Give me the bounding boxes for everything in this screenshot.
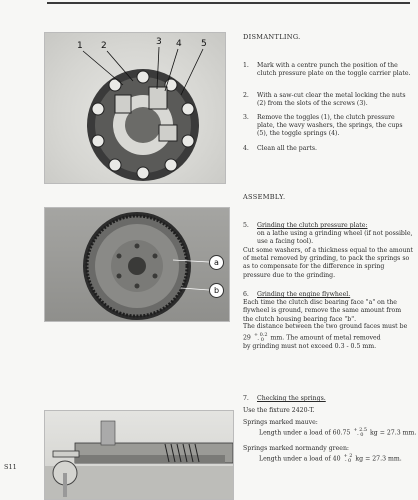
green-springs-spec: Length under a load of 40 + 2 - 0 kg = 27.3 mm. — [259, 453, 402, 464]
fixture-note: Use the fixture 2420-T. — [243, 407, 315, 414]
page-number: S11 — [4, 463, 17, 471]
assembly-item-5: 5. Grinding the clutch pressure plate: on a lathe using a grinding wheel (if not possible, use a facing tool). — [243, 222, 413, 246]
callout-4: 4 — [176, 39, 182, 49]
flywheel-drawing — [45, 208, 229, 321]
callout-1: 1 — [77, 41, 83, 51]
clutch-plate-drawing — [45, 33, 225, 183]
dismantling-item-3: 3. Remove the toggles (1), the clutch pressure plate, the wavy washers, the springs, the cups (5), the toggle springs (4). — [243, 114, 403, 138]
green-springs-label: Springs marked normandy green: — [243, 445, 350, 452]
flywheel-distance-spec: The distance between the two ground faces must be 29 + 0.2 - 0 mm. The amount of metal removed by grinding must not exceed 0.3 - 0.5 mm. — [243, 323, 408, 351]
clutch-pressure-plate-photo — [44, 32, 226, 184]
assembly-item-7: 7. Checking the springs. — [243, 395, 326, 402]
mauve-springs-label: Springs marked mauve: — [243, 419, 318, 426]
spring-fixture-photo — [44, 410, 234, 500]
assembly-item-5-paragraph: Cut some washers, of a thickness equal to the amount of metal removed by grinding, to pack the springs so as to compensate for the difference in spring pressure due to the grinding. — [243, 247, 413, 279]
dismantling-item-4: 4. Clean all the parts. — [243, 145, 317, 152]
dismantling-heading: DISMANTLING. — [243, 33, 301, 41]
callout-3: 3 — [156, 37, 162, 47]
assembly-heading: ASSEMBLY. — [243, 193, 286, 201]
flywheel-label-b: b — [209, 283, 224, 298]
flywheel-photo — [44, 207, 230, 322]
dismantling-item-1: 1. Mark with a centre punch the position of the clutch pressure plate on the toggle carrier plate. — [243, 62, 411, 78]
callout-5: 5 — [201, 39, 207, 49]
mauve-springs-spec: Length under a load of 60.75 + 2.5 - 0 kg = 27.3 mm. — [259, 427, 417, 438]
header-rule — [47, 2, 410, 4]
flywheel-label-a: a — [209, 255, 224, 270]
assembly-item-6: 6. Grinding the engine flywheel. Each time the clutch disc bearing face "a" on the flywheel is ground, remove the same amount from the clutch housing bearing face "b". — [243, 291, 402, 323]
callout-2: 2 — [101, 41, 107, 51]
dismantling-item-2: 2. With a saw-cut clear the metal locking the nuts (2) from the slots of the screws (3). — [243, 92, 406, 108]
spring-fixture-drawing — [45, 411, 233, 499]
